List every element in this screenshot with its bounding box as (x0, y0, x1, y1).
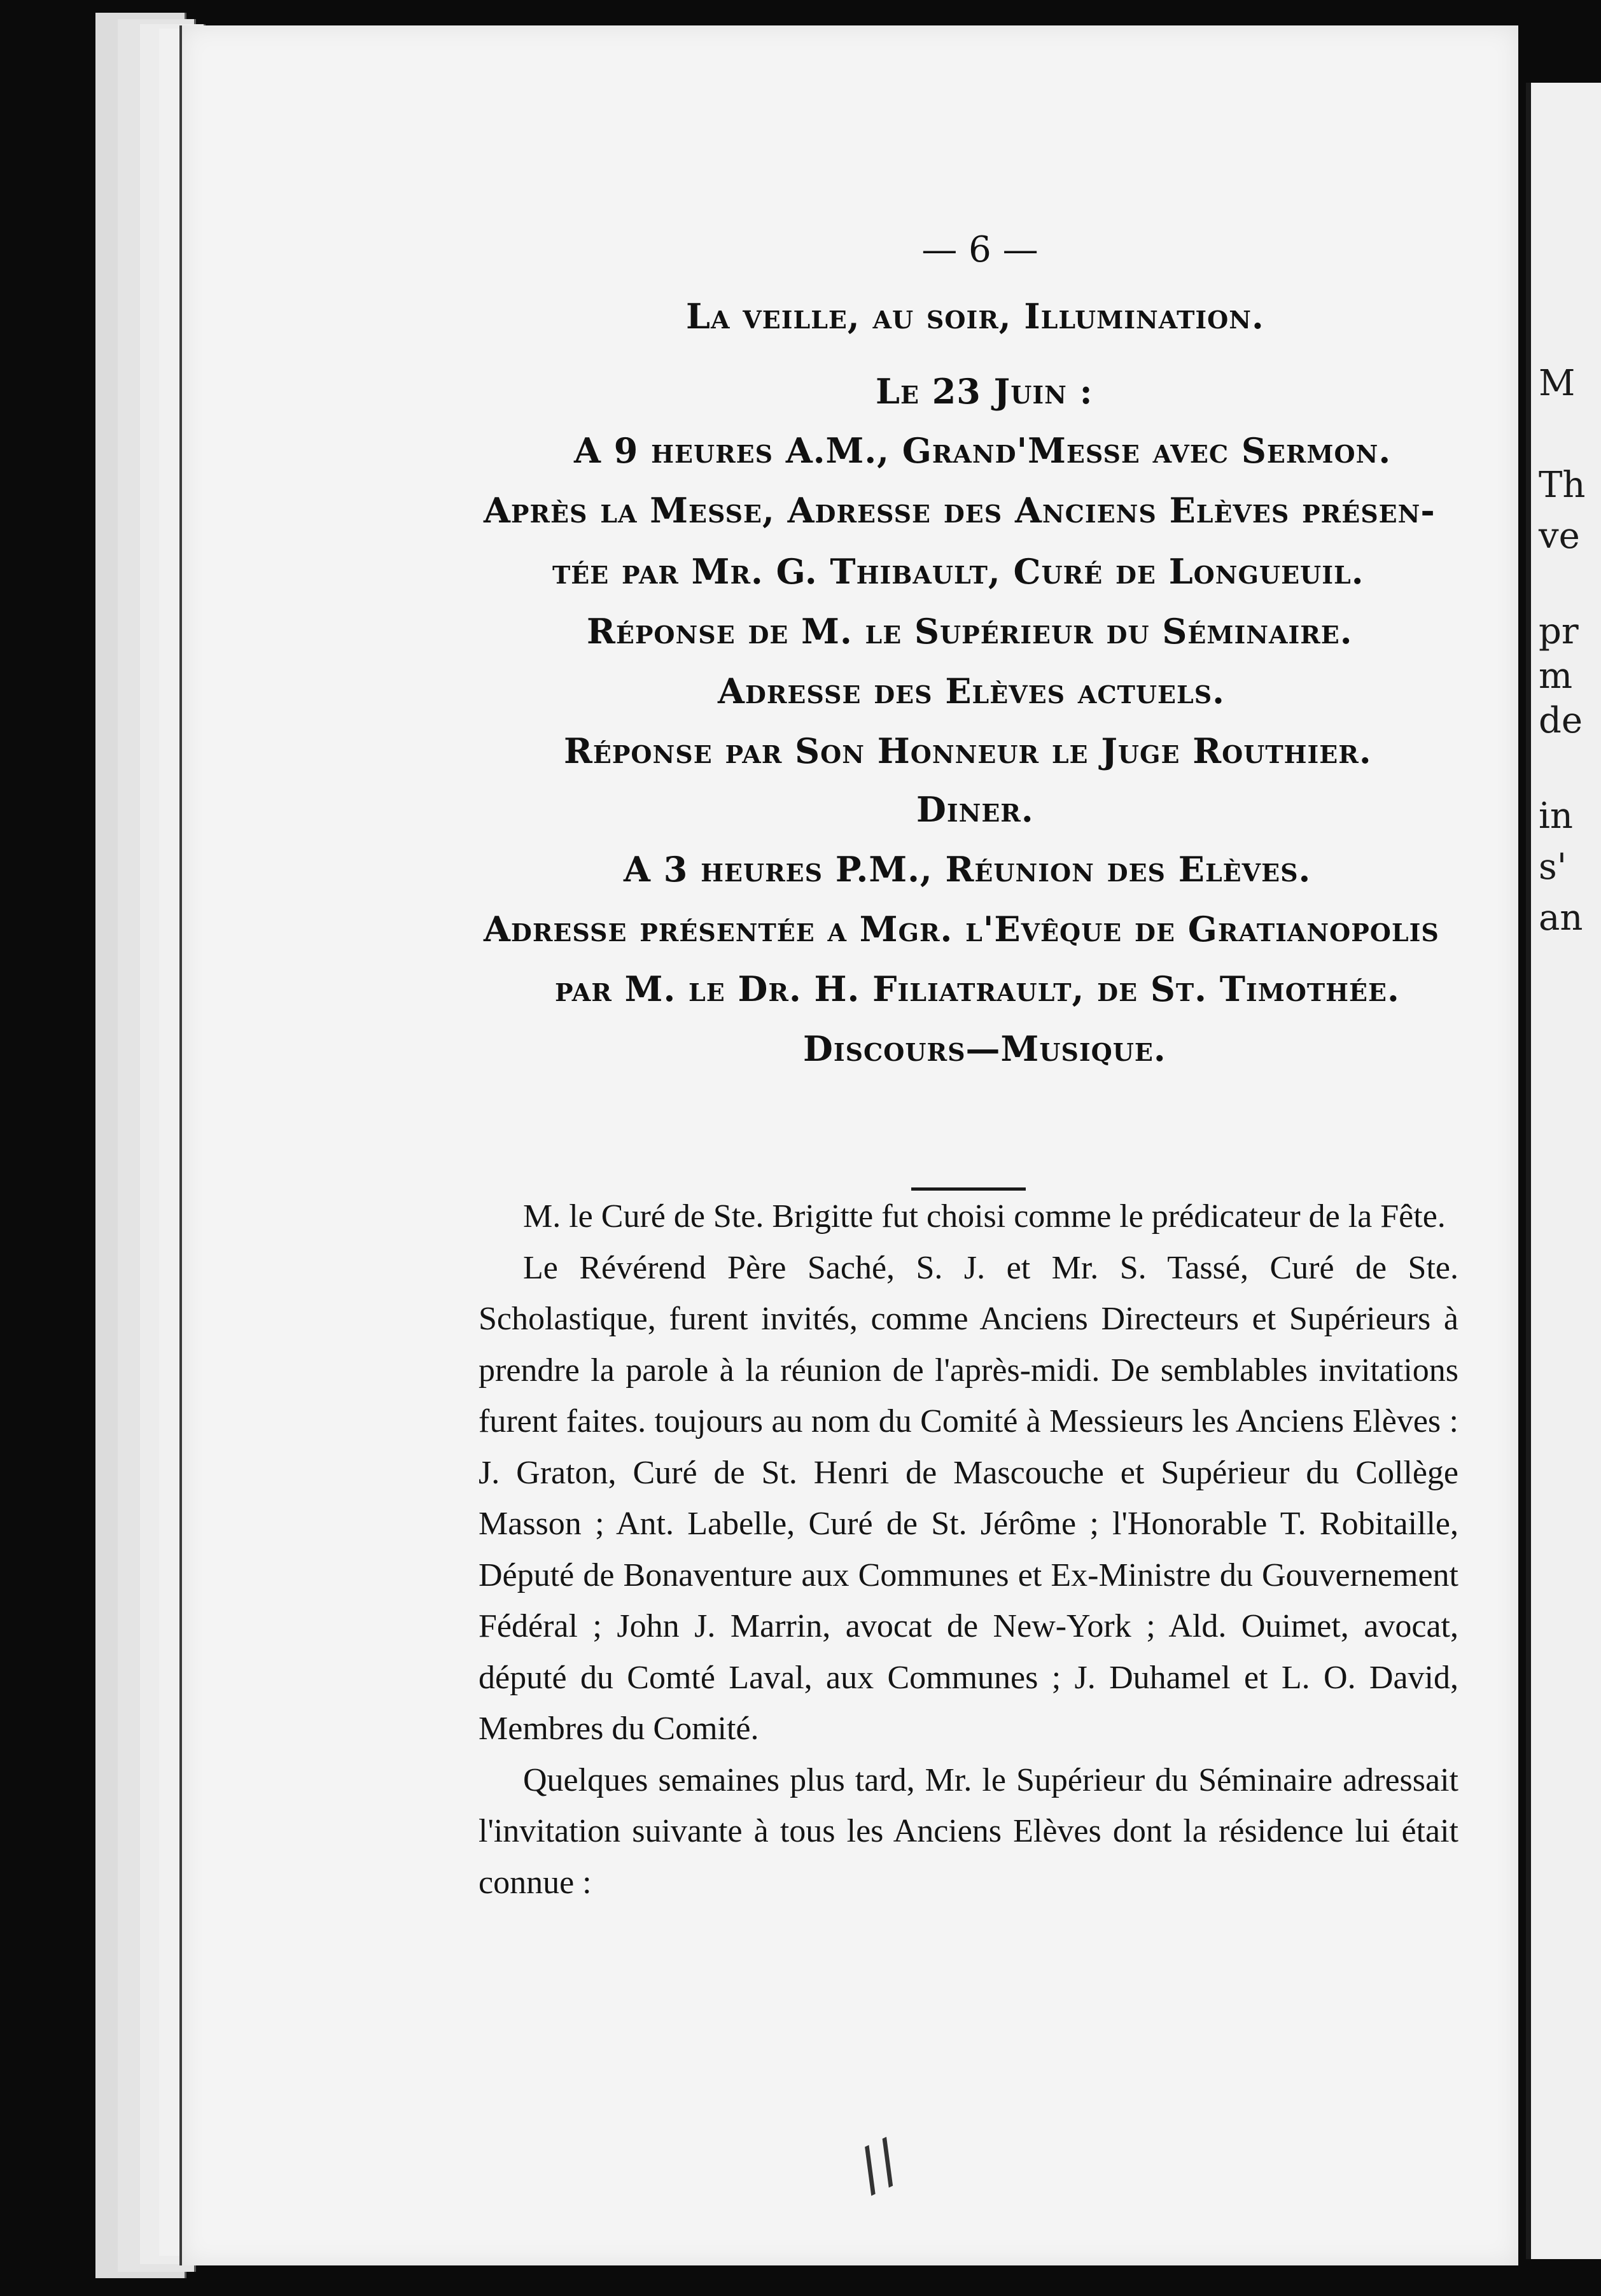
handwritten-mark: // (846, 2127, 911, 2204)
program-line: Réponse de M. le Supérieur du Séminaire. (587, 611, 1353, 652)
adjacent-page-fragment: m (1539, 655, 1573, 697)
adjacent-page-fragment: ve (1539, 515, 1580, 557)
program-line: A 9 heures A.M., Grand'Messe avec Sermon. (574, 430, 1392, 471)
program-line: Le 23 Juin : (876, 371, 1093, 412)
program-line: Discours—Musique. (803, 1028, 1166, 1069)
paragraph: Le Révérend Père Saché, S. J. et Mr. S. Tassé, Curé de Ste. Scholastique, furent invités, comme Anciens Directeurs et Supérieurs à prendre la parole à la réunion de l'après-midi. De semblables invitations furent faites. toujours au nom du Comité à Messieurs les Anciens Elèves : J. Graton, Curé de St. Henri de Mascouche et Supérieur du Collège Masson ; Ant. Labelle, Curé de St. Jérôme ; l'Honorable T. Robitaille, Député de Bonaventure aux Communes et Ex-Ministre du Gouvernement Fédéral ; John J. Marrin, avocat de New-York ; Ald. Ouimet, avocat, député du Comté Laval, aux Communes ; J. Duhamel et L. O. David, Membres du Comité. (479, 1249, 1458, 1747)
program-line: tée par Mr. G. Thibault, Curé de Longueuil. (552, 551, 1364, 592)
adjacent-page (1526, 83, 1601, 2259)
adjacent-page-fragment: an (1539, 897, 1583, 939)
section-divider (911, 1187, 1026, 1191)
adjacent-page-fragment: Th (1539, 465, 1586, 506)
page-number: — 6 — (921, 229, 1038, 270)
program-line: A 3 heures P.M., Réunion des Elèves. (624, 849, 1311, 890)
adjacent-page-fragment: s' (1539, 846, 1567, 888)
body-text (479, 1191, 1458, 1908)
program-line: Adresse des Elèves actuels. (718, 671, 1225, 711)
adjacent-page-fragment: de (1539, 700, 1583, 741)
program-line: Adresse présentée a Mgr. l'Evêque de Gratianopolis (484, 909, 1439, 949)
adjacent-page-fragment: in (1539, 795, 1573, 837)
adjacent-page-fragment: pr (1539, 611, 1579, 652)
program-line: Réponse par Son Honneur le Juge Routhier. (564, 731, 1372, 771)
program-line: Après la Messe, Adresse des Anciens Elèves présen- (484, 490, 1436, 531)
document-page (179, 25, 1518, 2265)
program-line: Diner. (916, 789, 1034, 830)
program-line: La veille, au soir, Illumination. (686, 296, 1264, 337)
adjacent-page-fragment: M (1539, 363, 1576, 404)
paragraph: Quelques semaines plus tard, Mr. le Supérieur du Séminaire adressait l'invitation suivante à tous les Anciens Elèves dont la résidence lui était connue : (479, 1761, 1458, 1901)
program-line: par M. le Dr. H. Filiatrault, de St. Timothée. (555, 969, 1400, 1009)
paragraph: M. le Curé de Ste. Brigitte fut choisi comme le prédicateur de la Fête. (523, 1198, 1446, 1235)
